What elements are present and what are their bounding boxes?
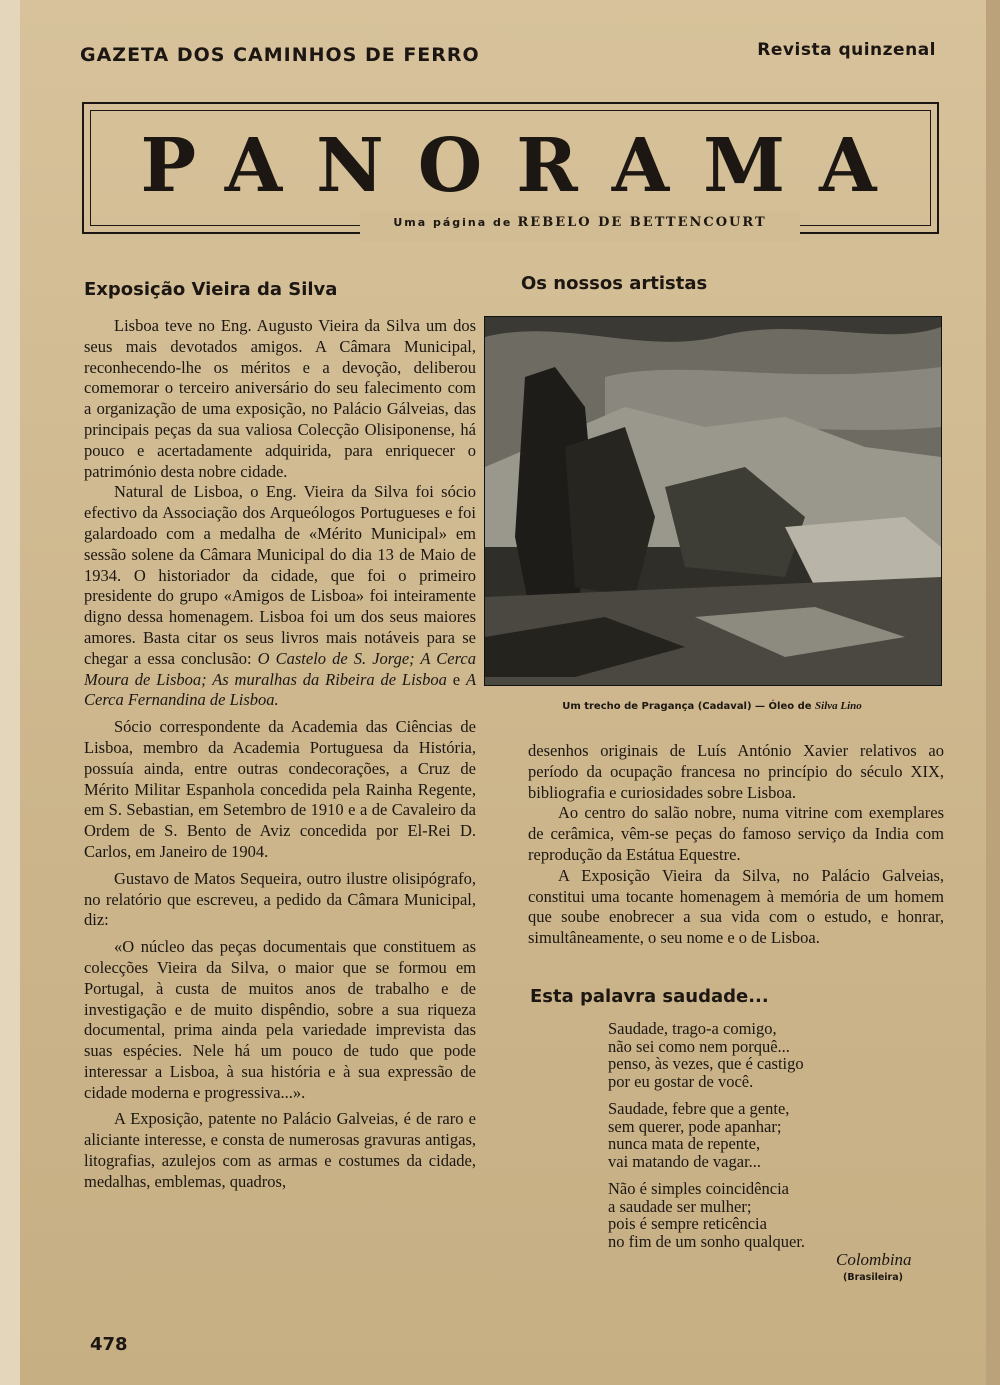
paragraph: Sócio correspondente da Academia das Ciências de Lisboa, membro da Academia Portuguesa da História, possuía ainda, entre outras condecorações, a Cruz de Mérito Militar Espanhola concedida pela Rainha Regente, em S. Sebastian, em Setembro de 1910 e a de Cavaleiro da Ordem de S. Bento de Aviz concedida por El-Rei D. Carlos, em Janeiro de 1904. <box>84 717 476 861</box>
poem-line: no fim de um sonho qualquer. <box>608 1231 806 1251</box>
quotation-paragraph: «O núcleo das peças documentais que constituem as colecções Vieira da Silva, o maior que se formou em Portugal, à custa de muitos anos de trabalho e de investigação e de muito dispêndio, sobre a sua riqueza documental, prima ainda pela variedade imprevista das suas espécies. Nele há um pouco de tudo que pode interessar a Lisboa, à sua história e à sua expressão de cidade moderna e progressiva...». <box>84 937 476 1102</box>
painting-image <box>484 316 942 686</box>
article-heading-saudade: Esta palavra saudade... <box>530 986 769 1007</box>
byline-prefix: Uma página de <box>393 216 513 229</box>
poem-line: penso, às vezes, que é castigo <box>608 1054 804 1073</box>
poem-author: Colombina <box>836 1250 912 1269</box>
page-edge-right <box>986 0 1000 1385</box>
left-column <box>84 316 476 1193</box>
caption-text: Um trecho de Pragança (Cadaval) — Óleo de <box>562 701 812 712</box>
poem-line: a saudade ser mulher; <box>608 1196 752 1216</box>
paragraph <box>84 482 476 711</box>
poem-line: vai matando de vagar... <box>608 1151 762 1171</box>
poem-stanza <box>608 1180 805 1250</box>
poem-line: sem querer, pode apanhar; <box>608 1116 782 1136</box>
book-titles: O Castelo de S. Jorge; A Cerca Moura de Lisboa; As muralhas da Ribeira de Lisboa <box>84 648 476 689</box>
conjunction: e <box>452 669 461 689</box>
byline-author: REBELO DE BETTENCOURT <box>517 215 767 230</box>
landscape-painting <box>485 317 941 685</box>
right-column <box>528 741 944 949</box>
poem-stanza <box>608 1100 805 1170</box>
poem-line: nunca mata de repente, <box>608 1134 761 1153</box>
poem-line: pois é sempre reticência <box>608 1214 767 1233</box>
poem-stanza <box>608 1020 805 1090</box>
paragraph: desenhos originais de Luís António Xavier relativos ao período da ocupação francesa no princípio do século XIX, bibliografia e curiosidades sobre Lisboa. <box>528 741 944 802</box>
book-title: A Cerca Fernandina de Lisboa. <box>84 669 477 710</box>
poem-author-note: (Brasileira) <box>843 1272 903 1283</box>
publication-title: GAZETA DOS CAMINHOS DE FERRO <box>80 44 480 66</box>
publication-frequency: Revista quinzenal <box>757 40 936 60</box>
caption-artist: Silva Lino <box>815 700 862 712</box>
page-number: 478 <box>90 1334 128 1355</box>
article-heading-exposicao: Exposição Vieira da Silva <box>84 279 338 300</box>
article-heading-artistas: Os nossos artistas <box>521 273 708 294</box>
paragraph: Lisboa teve no Eng. Augusto Vieira da Silva um dos seus mais devotados amigos. A Câmara Municipal, reconhecendo-lhe os méritos e a devoção, deliberou comemorar o terceiro aniversário do seu falecimento com a organização de uma exposição, no Palácio Gálveias, das principais peças da sua valiosa Colecção Olisiponense, há pouco e acertadamente adquirida, para enriquecer o património desta nobre cidade. <box>84 316 476 481</box>
banner-title: PANORAMA <box>140 123 911 209</box>
poem-line: Não é simples coincidência <box>608 1179 789 1198</box>
paragraph-text: Natural de Lisboa, o Eng. Vieira da Silva foi sócio efectivo da Associação dos Arqueólogos Portugueses e foi galardoado com a medalha de «Mérito Municipal» em sessão solene da Câmara Municipal do dia 13 de Maio de 1934. O historiador da cidade, que foi o primeiro presidente do grupo «Amigos de Lisboa» foi inteiramente digno dessa homenagem. Lisboa foi um dos seus maiores amores. Basta citar os seus livros mais notáveis para se chegar a essa conclusão: <box>84 482 476 668</box>
banner-inner-frame <box>90 110 931 226</box>
poem <box>608 1020 805 1260</box>
poem-line: Saudade, trago-a comigo, <box>608 1019 777 1038</box>
poem-line: não sei como nem porquê... <box>608 1036 790 1056</box>
paragraph: A Exposição, patente no Palácio Galveias, é de raro e aliciante interesse, e consta de numerosas gravuras antigas, litografias, azulejos com as armas e costumes da cidade, medalhas, emblemas, quadros, <box>84 1109 476 1191</box>
paragraph: Ao centro do salão nobre, numa vitrine com exemplares de cerâmica, vêm-se peças do famoso serviço da India com reprodução da Estátua Equestre. <box>528 803 944 864</box>
poem-line: Saudade, febre que a gente, <box>608 1099 790 1118</box>
image-caption <box>484 700 940 712</box>
poem-line: por eu gostar de você. <box>608 1071 754 1091</box>
byline <box>360 215 800 230</box>
page-edge-left <box>0 0 20 1385</box>
paragraph: A Exposição Vieira da Silva, no Palácio Galveias, constitui uma tocante homenagem à memória de um homem que soube enobrecer a sua vida com o estudo, e honrar, simultâneamente, o seu nome e o de Lisboa. <box>528 865 944 948</box>
paragraph: Gustavo de Matos Sequeira, outro ilustre olisipógrafo, no relatório que escreveu, a pedido da Câmara Municipal, diz: <box>84 868 476 930</box>
